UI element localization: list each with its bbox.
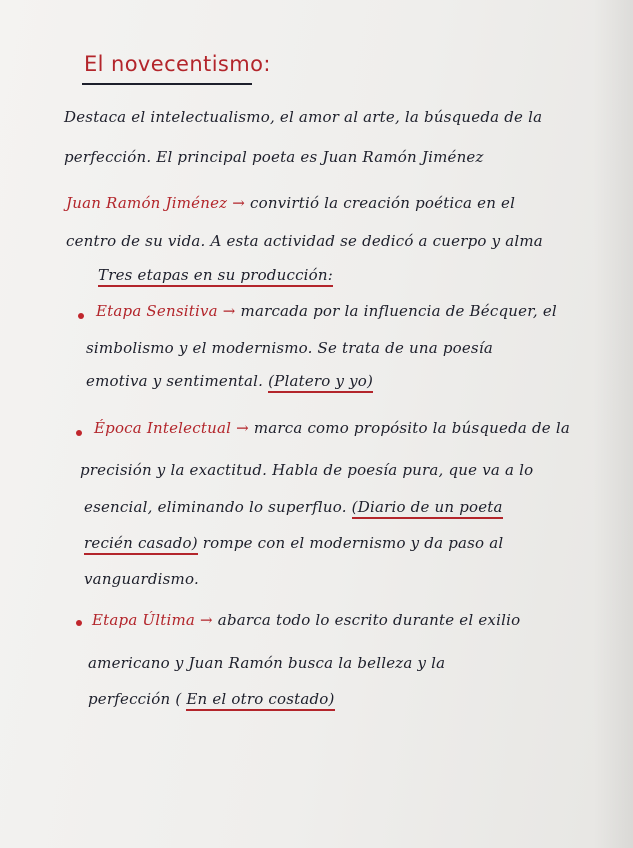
stage3-line-1 [92,611,520,629]
intro-line-1: Destaca el intelectualismo, el amor al arte, la búsqueda de la [64,108,543,126]
bullet-icon [78,313,84,319]
bullet-icon [76,620,82,626]
arrow-icon: → [232,194,246,212]
stage2-line-3-text: esencial, eliminando lo superfluo. [84,498,347,516]
author-line-1 [66,194,515,212]
stage2-line-3 [84,498,503,516]
stage2-line-1 [94,419,570,437]
stage3-example: En el otro costado) [186,690,334,711]
stages-heading-text: Tres etapas en su producción: [98,266,333,287]
stage2-line-4-text: rompe con el modernismo y da paso al [202,534,504,552]
stage2-line-1-text: marca como propósito la búsqueda de la [253,419,570,437]
stage3-line-2: americano y Juan Ramón busca la belleza y la [88,654,446,672]
stage3-line-3-text: perfección ( [88,690,182,708]
arrow-icon: → [200,611,213,629]
stage3-line-3 [88,690,335,708]
stage2-name: Época Intelectual [94,419,232,437]
stage1-example: (Platero y yo) [268,372,373,393]
stage1-line-1-text: marcada por la influencia de Bécquer, el [240,302,557,320]
author-line-1-text: convirtió la creación poética en el [249,194,516,212]
title-underline [82,83,252,85]
stage2-example-part-1: (Diario de un poeta [352,498,503,519]
stage1-line-1 [96,302,557,320]
stage2-line-5: vanguardismo. [84,570,199,588]
stage2-line-2: precisión y la exactitud. Habla de poesía pura, que va a lo [80,461,534,479]
author-line-2: centro de su vida. A esta actividad se dedicó a cuerpo y alma [66,232,543,250]
intro-line-2: perfección. El principal poeta es Juan Ramón Jiménez [64,148,484,166]
stage1-line-3-text: emotiva y sentimental. [86,372,264,390]
stage1-line-3 [86,372,373,390]
arrow-icon: → [236,419,249,437]
page-title: El novecentismo: [84,52,271,76]
stage3-name: Etapa Última [92,611,196,629]
stage1-name: Etapa Sensitiva [96,302,218,320]
stage1-line-2: simbolismo y el modernismo. Se trata de una poesía [86,339,493,357]
stages-heading [98,266,333,284]
stage3-line-1-text: abarca todo lo escrito durante el exilio [217,611,521,629]
author-name: Juan Ramón Jiménez [66,194,228,212]
stage2-line-4 [84,534,503,552]
arrow-icon: → [222,302,236,320]
stage2-example-part-2: recién casado) [84,534,198,555]
bullet-icon [76,430,82,436]
